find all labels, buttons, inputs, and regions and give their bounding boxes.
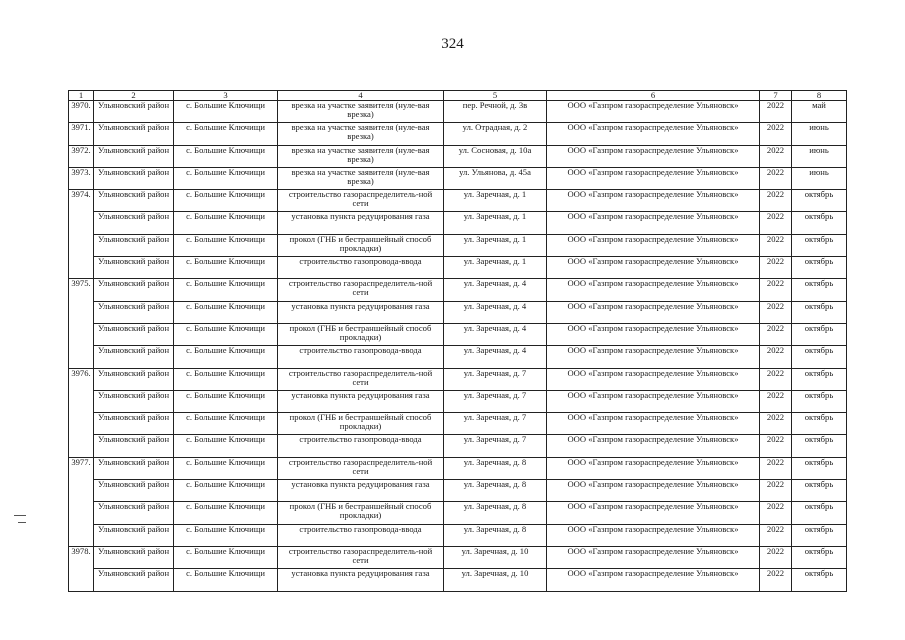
settlement-cell: с. Большие Ключищи <box>174 212 278 234</box>
month-cell: октябрь <box>792 346 847 368</box>
month-cell: октябрь <box>792 502 847 524</box>
district-cell: Ульяновский район <box>94 257 174 279</box>
table-row <box>69 123 847 145</box>
organization-cell: ООО «Газпром газораспределение Ульяновск» <box>547 480 760 502</box>
month-cell: октябрь <box>792 212 847 234</box>
settlement-cell: с. Большие Ключищи <box>174 234 278 256</box>
organization-cell: ООО «Газпром газораспределение Ульяновск» <box>547 323 760 345</box>
organization-cell: ООО «Газпром газораспределение Ульяновск» <box>547 234 760 256</box>
year-cell: 2022 <box>760 457 792 479</box>
organization-cell: ООО «Газпром газораспределение Ульяновск» <box>547 145 760 167</box>
address-cell: ул. Заречная, д. 10 <box>444 569 547 591</box>
table-row <box>69 323 847 345</box>
register-sheet <box>68 90 846 592</box>
table-row <box>69 234 847 256</box>
column-header: 2 <box>94 91 174 101</box>
address-cell: ул. Заречная, д. 1 <box>444 190 547 212</box>
table-row <box>69 167 847 189</box>
year-cell: 2022 <box>760 524 792 546</box>
month-cell: октябрь <box>792 323 847 345</box>
work-type-cell: врезка на участке заявителя (нуле-вая врезка) <box>278 123 444 145</box>
work-type-cell: строительство газораспределитель-ной сети <box>278 279 444 301</box>
district-cell: Ульяновский район <box>94 234 174 256</box>
address-cell: ул. Заречная, д. 4 <box>444 301 547 323</box>
table-row <box>69 346 847 368</box>
entry-number-cell: 3971. <box>69 123 94 145</box>
district-cell: Ульяновский район <box>94 145 174 167</box>
column-header: 1 <box>69 91 94 101</box>
settlement-cell: с. Большие Ключищи <box>174 257 278 279</box>
district-cell: Ульяновский район <box>94 457 174 479</box>
month-cell: октябрь <box>792 457 847 479</box>
organization-cell: ООО «Газпром газораспределение Ульяновск» <box>547 569 760 591</box>
year-cell: 2022 <box>760 167 792 189</box>
table-row <box>69 546 847 568</box>
month-cell: октябрь <box>792 569 847 591</box>
district-cell: Ульяновский район <box>94 502 174 524</box>
district-cell: Ульяновский район <box>94 413 174 435</box>
settlement-cell: с. Большие Ключищи <box>174 413 278 435</box>
settlement-cell: с. Большие Ключищи <box>174 368 278 390</box>
organization-cell: ООО «Газпром газораспределение Ульяновск» <box>547 123 760 145</box>
column-header: 6 <box>547 91 760 101</box>
organization-cell: ООО «Газпром газораспределение Ульяновск» <box>547 346 760 368</box>
settlement-cell: с. Большие Ключищи <box>174 546 278 568</box>
address-cell: ул. Сосновая, д. 10а <box>444 145 547 167</box>
organization-cell: ООО «Газпром газораспределение Ульяновск» <box>547 435 760 457</box>
entry-number-cell: 3978. <box>69 546 94 591</box>
organization-cell: ООО «Газпром газораспределение Ульяновск» <box>547 390 760 412</box>
entry-number-cell: 3972. <box>69 145 94 167</box>
work-type-cell: установка пункта редуцирования газа <box>278 569 444 591</box>
district-cell: Ульяновский район <box>94 569 174 591</box>
organization-cell: ООО «Газпром газораспределение Ульяновск» <box>547 212 760 234</box>
district-cell: Ульяновский район <box>94 368 174 390</box>
table-row <box>69 190 847 212</box>
address-cell: ул. Заречная, д. 8 <box>444 524 547 546</box>
work-type-cell: строительство газораспределитель-ной сети <box>278 368 444 390</box>
table-row <box>69 524 847 546</box>
entry-number-cell: 3977. <box>69 457 94 546</box>
work-type-cell: строительство газопровода-ввода <box>278 524 444 546</box>
year-cell: 2022 <box>760 569 792 591</box>
work-type-cell: строительство газопровода-ввода <box>278 257 444 279</box>
address-cell: ул. Заречная, д. 4 <box>444 279 547 301</box>
organization-cell: ООО «Газпром газораспределение Ульяновск» <box>547 546 760 568</box>
year-cell: 2022 <box>760 435 792 457</box>
address-cell: пер. Речной, д. 3в <box>444 101 547 123</box>
table-row <box>69 390 847 412</box>
table-row <box>69 569 847 591</box>
table-row <box>69 502 847 524</box>
settlement-cell: с. Большие Ключищи <box>174 346 278 368</box>
column-header: 4 <box>278 91 444 101</box>
organization-cell: ООО «Газпром газораспределение Ульяновск» <box>547 167 760 189</box>
register-body <box>69 101 847 592</box>
work-type-cell: строительство газораспределитель-ной сети <box>278 457 444 479</box>
work-type-cell: прокол (ГНБ и бестраншейный способ прокладки) <box>278 413 444 435</box>
settlement-cell: с. Большие Ключищи <box>174 435 278 457</box>
year-cell: 2022 <box>760 502 792 524</box>
work-type-cell: врезка на участке заявителя (нуле-вая врезка) <box>278 101 444 123</box>
column-header: 5 <box>444 91 547 101</box>
district-cell: Ульяновский район <box>94 435 174 457</box>
organization-cell: ООО «Газпром газораспределение Ульяновск» <box>547 101 760 123</box>
table-row <box>69 279 847 301</box>
address-cell: ул. Заречная, д. 8 <box>444 480 547 502</box>
settlement-cell: с. Большие Ключищи <box>174 101 278 123</box>
table-row <box>69 301 847 323</box>
year-cell: 2022 <box>760 368 792 390</box>
work-type-cell: установка пункта редуцирования газа <box>278 301 444 323</box>
work-type-cell: прокол (ГНБ и бестраншейный способ прокладки) <box>278 502 444 524</box>
settlement-cell: с. Большие Ключищи <box>174 390 278 412</box>
year-cell: 2022 <box>760 413 792 435</box>
register-table <box>68 90 847 592</box>
settlement-cell: с. Большие Ключищи <box>174 190 278 212</box>
district-cell: Ульяновский район <box>94 301 174 323</box>
year-cell: 2022 <box>760 257 792 279</box>
work-type-cell: врезка на участке заявителя (нуле-вая врезка) <box>278 145 444 167</box>
month-cell: октябрь <box>792 368 847 390</box>
settlement-cell: с. Большие Ключищи <box>174 502 278 524</box>
month-cell: июнь <box>792 123 847 145</box>
work-type-cell: установка пункта редуцирования газа <box>278 480 444 502</box>
column-header: 7 <box>760 91 792 101</box>
organization-cell: ООО «Газпром газораспределение Ульяновск» <box>547 413 760 435</box>
entry-number-cell: 3976. <box>69 368 94 457</box>
table-row <box>69 480 847 502</box>
settlement-cell: с. Большие Ключищи <box>174 524 278 546</box>
month-cell: октябрь <box>792 480 847 502</box>
header-row <box>69 91 847 101</box>
year-cell: 2022 <box>760 101 792 123</box>
year-cell: 2022 <box>760 212 792 234</box>
address-cell: ул. Заречная, д. 1 <box>444 212 547 234</box>
table-row <box>69 145 847 167</box>
district-cell: Ульяновский район <box>94 480 174 502</box>
settlement-cell: с. Большие Ключищи <box>174 480 278 502</box>
district-cell: Ульяновский район <box>94 212 174 234</box>
year-cell: 2022 <box>760 301 792 323</box>
table-row <box>69 368 847 390</box>
district-cell: Ульяновский район <box>94 101 174 123</box>
month-cell: июнь <box>792 145 847 167</box>
settlement-cell: с. Большие Ключищи <box>174 279 278 301</box>
year-cell: 2022 <box>760 279 792 301</box>
address-cell: ул. Заречная, д. 4 <box>444 346 547 368</box>
year-cell: 2022 <box>760 145 792 167</box>
year-cell: 2022 <box>760 190 792 212</box>
settlement-cell: с. Большие Ключищи <box>174 145 278 167</box>
address-cell: ул. Заречная, д. 7 <box>444 368 547 390</box>
address-cell: ул. Заречная, д. 7 <box>444 390 547 412</box>
work-type-cell: прокол (ГНБ и бестраншейный способ прокладки) <box>278 234 444 256</box>
organization-cell: ООО «Газпром газораспределение Ульяновск» <box>547 257 760 279</box>
page-number: 324 <box>441 36 464 52</box>
column-header: 3 <box>174 91 278 101</box>
settlement-cell: с. Большие Ключищи <box>174 301 278 323</box>
month-cell: октябрь <box>792 279 847 301</box>
work-type-cell: врезка на участке заявителя (нуле-вая врезка) <box>278 167 444 189</box>
entry-number-cell: 3975. <box>69 279 94 368</box>
organization-cell: ООО «Газпром газораспределение Ульяновск» <box>547 301 760 323</box>
work-type-cell: строительство газопровода-ввода <box>278 435 444 457</box>
address-cell: ул. Заречная, д. 8 <box>444 502 547 524</box>
work-type-cell: установка пункта редуцирования газа <box>278 390 444 412</box>
scan-mark <box>18 522 26 523</box>
district-cell: Ульяновский район <box>94 346 174 368</box>
year-cell: 2022 <box>760 390 792 412</box>
district-cell: Ульяновский район <box>94 167 174 189</box>
address-cell: ул. Заречная, д. 8 <box>444 457 547 479</box>
district-cell: Ульяновский район <box>94 323 174 345</box>
district-cell: Ульяновский район <box>94 190 174 212</box>
table-row <box>69 413 847 435</box>
table-row <box>69 101 847 123</box>
settlement-cell: с. Большие Ключищи <box>174 323 278 345</box>
work-type-cell: строительство газораспределитель-ной сети <box>278 546 444 568</box>
settlement-cell: с. Большие Ключищи <box>174 123 278 145</box>
address-cell: ул. Заречная, д. 1 <box>444 257 547 279</box>
settlement-cell: с. Большие Ключищи <box>174 167 278 189</box>
scan-mark <box>14 515 26 516</box>
month-cell: май <box>792 101 847 123</box>
district-cell: Ульяновский район <box>94 546 174 568</box>
organization-cell: ООО «Газпром газораспределение Ульяновск» <box>547 368 760 390</box>
entry-number-cell: 3973. <box>69 167 94 189</box>
month-cell: октябрь <box>792 546 847 568</box>
month-cell: октябрь <box>792 524 847 546</box>
year-cell: 2022 <box>760 546 792 568</box>
organization-cell: ООО «Газпром газораспределение Ульяновск» <box>547 524 760 546</box>
address-cell: ул. Заречная, д. 10 <box>444 546 547 568</box>
organization-cell: ООО «Газпром газораспределение Ульяновск» <box>547 279 760 301</box>
table-row <box>69 457 847 479</box>
organization-cell: ООО «Газпром газораспределение Ульяновск» <box>547 457 760 479</box>
table-row <box>69 212 847 234</box>
year-cell: 2022 <box>760 346 792 368</box>
address-cell: ул. Заречная, д. 1 <box>444 234 547 256</box>
month-cell: октябрь <box>792 257 847 279</box>
address-cell: ул. Отрадная, д. 2 <box>444 123 547 145</box>
address-cell: ул. Заречная, д. 7 <box>444 413 547 435</box>
district-cell: Ульяновский район <box>94 390 174 412</box>
year-cell: 2022 <box>760 323 792 345</box>
address-cell: ул. Заречная, д. 7 <box>444 435 547 457</box>
work-type-cell: строительство газопровода-ввода <box>278 346 444 368</box>
year-cell: 2022 <box>760 480 792 502</box>
district-cell: Ульяновский район <box>94 123 174 145</box>
month-cell: июнь <box>792 167 847 189</box>
organization-cell: ООО «Газпром газораспределение Ульяновск» <box>547 502 760 524</box>
year-cell: 2022 <box>760 123 792 145</box>
settlement-cell: с. Большие Ключищи <box>174 457 278 479</box>
address-cell: ул. Ульянова, д. 45а <box>444 167 547 189</box>
column-header: 8 <box>792 91 847 101</box>
table-row <box>69 257 847 279</box>
month-cell: октябрь <box>792 413 847 435</box>
district-cell: Ульяновский район <box>94 524 174 546</box>
work-type-cell: установка пункта редуцирования газа <box>278 212 444 234</box>
month-cell: октябрь <box>792 234 847 256</box>
work-type-cell: прокол (ГНБ и бестраншейный способ прокладки) <box>278 323 444 345</box>
table-row <box>69 435 847 457</box>
district-cell: Ульяновский район <box>94 279 174 301</box>
work-type-cell: строительство газораспределитель-ной сети <box>278 190 444 212</box>
settlement-cell: с. Большие Ключищи <box>174 569 278 591</box>
month-cell: октябрь <box>792 435 847 457</box>
year-cell: 2022 <box>760 234 792 256</box>
entry-number-cell: 3974. <box>69 190 94 279</box>
address-cell: ул. Заречная, д. 4 <box>444 323 547 345</box>
month-cell: октябрь <box>792 390 847 412</box>
entry-number-cell: 3970. <box>69 101 94 123</box>
month-cell: октябрь <box>792 301 847 323</box>
month-cell: октябрь <box>792 190 847 212</box>
organization-cell: ООО «Газпром газораспределение Ульяновск» <box>547 190 760 212</box>
